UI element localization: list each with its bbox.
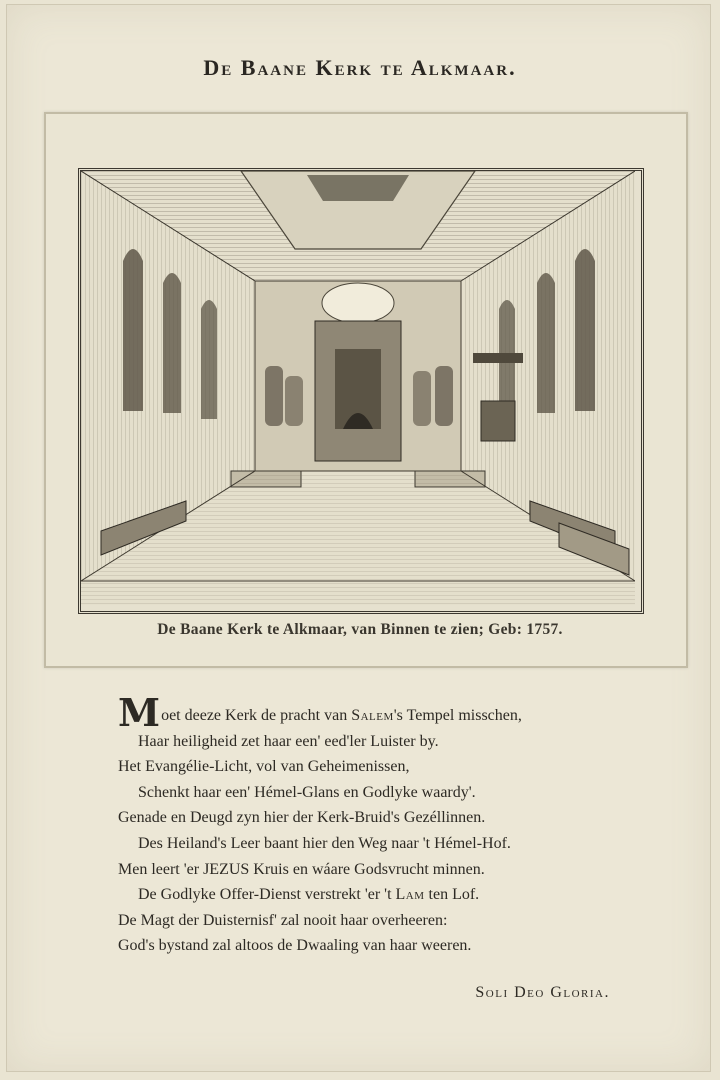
poem-initial: M <box>118 690 161 735</box>
poem-line-6: Des Heiland's Leer baant hier den Weg naar 't Hémel-Hof. <box>138 834 511 852</box>
poem-line-8-smallcaps: Lam <box>395 886 425 904</box>
poem-line-5: Genade en Deugd zyn hier der Kerk-Bruid's Gezéllinnen. <box>118 809 486 827</box>
poem-line-2: Haar heiligheid zet haar een' eed'ler Luister by. <box>138 732 439 750</box>
engraving-illustration <box>81 171 635 605</box>
poem-line-3: Het Evangélie-Licht, vol van Geheimenissen, <box>118 758 410 776</box>
poem-line-8-text: De Godlyke Offer-Dienst verstrekt 'er 't <box>138 886 396 904</box>
poem-line-1-smallcaps: Salem <box>351 707 394 724</box>
poem-line-9: De Magt der Duisternisf' zal nooit haar overheeren: <box>118 911 448 929</box>
poem <box>118 690 638 959</box>
poem-line-10: God's bystand zal altoos de Dwaaling van haar weeren. <box>118 937 472 955</box>
poem-line-1 <box>118 690 638 735</box>
poem-line-4: Schenkt haar een' Hémel-Glans en Godlyke waardy'. <box>138 783 476 801</box>
poem-line-7: Men leert 'er JEZUS Kruis en wáare Godsvrucht minnen. <box>118 860 485 878</box>
church-interior-engraving <box>78 168 644 614</box>
motto: Soli Deo Gloria. <box>475 984 610 1001</box>
poem-line-1-text-end: 's Tempel misschen, <box>393 707 522 724</box>
page-title: De Baane Kerk te Alkmaar. <box>203 55 517 80</box>
engraving-caption: De Baane Kerk te Alkmaar, van Binnen te zien; Geb: 1757. <box>157 621 563 638</box>
poem-line-8 <box>118 882 638 908</box>
poem-line-1-text: oet deeze Kerk de pracht van <box>161 707 352 724</box>
poem-line-8-text-end: ten Lof. <box>424 886 480 904</box>
